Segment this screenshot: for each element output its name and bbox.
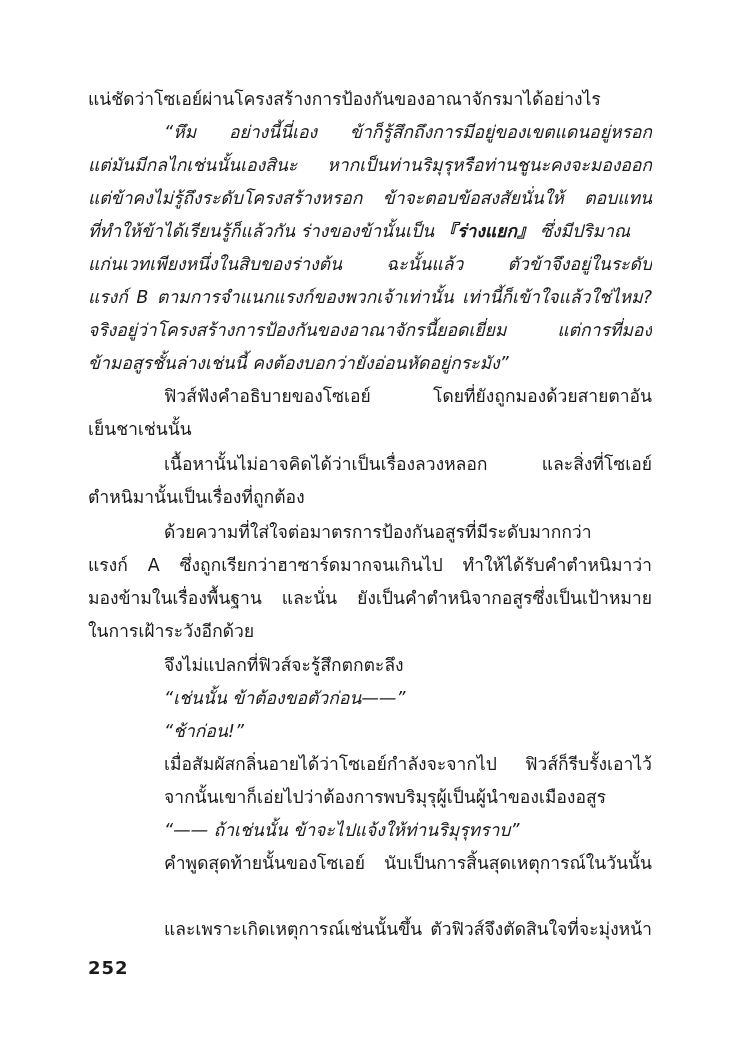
dialogue-text: ซึ่งมีปริมาณ — [534, 222, 631, 242]
text-line: เย็นชาเช่นนั้น — [88, 420, 192, 440]
text-line: และเพราะเกิดเหตุการณ์เช่นนั้นขึ้น ตัวฟิวส์จึงตัดสินใจที่จะมุ่งหน้า — [164, 920, 652, 940]
dialogue-line: แต่ข้าคงไม่รู้ถึงระดับโครงสร้างหรอก ข้าจะตอบข้อสงสัยนั่นให้ ตอบแทน — [88, 189, 652, 209]
dialogue-line — [88, 215, 652, 249]
text-line: แน่ชัดว่าโซเอย์ผ่านโครงสร้างการป้องกันของอาณาจักรมาได้อย่างไร — [88, 90, 601, 110]
dialogue-line: แก่นเวทเพียงหนึ่งในสิบของร่างต้น ฉะนั้นแล้ว ตัวข้าจึงอยู่ในระดับ — [88, 255, 652, 275]
dialogue-line: “ช้าก่อน!” — [164, 722, 244, 742]
text-line: จึงไม่แปลกที่ฟิวส์จะรู้สึกตกตะลึง — [164, 656, 404, 676]
dialogue-line: จริงอยู่ว่าโครงสร้างการป้องกันของอาณาจักรนี้ยอดเยี่ยม แต่การที่มอง — [88, 321, 652, 341]
dialogue-line: “เช่นนั้น ข้าต้องขอตัวก่อน——” — [164, 689, 406, 709]
dialogue-text: ที่ทำให้ข้าได้เรียนรู้ก็แล้วกัน ร่างของข้านั้นเป็น — [88, 222, 440, 242]
text-line: ฟิวส์ฟังคำอธิบายของโซเอย์ โดยที่ยังถูกมองด้วยสายตาอัน — [164, 387, 652, 407]
emphasis-term: 『ร่างแยก』 — [439, 222, 535, 242]
dialogue-line: แรงก์ B ตามการจำแนกแรงก์ของพวกเจ้าเท่านั้น เท่านี้ก็เข้าใจแล้วใช่ไหม? — [88, 288, 652, 308]
text-line: ในการเฝ้าระวังอีกด้วย — [88, 622, 255, 642]
text-line: จากนั้นเขาก็เอ่ยไปว่าต้องการพบริมุรุผู้เป็นผู้นำของเมืองอสูร — [164, 788, 607, 808]
text-line: เมื่อสัมผัสกลิ่นอายได้ว่าโซเอย์กำลังจะจากไป ฟิวส์ก็รีบรั้งเอาไว้ — [164, 755, 652, 775]
dialogue-line: แต่มันมีกลไกเช่นนั้นเองสินะ หากเป็นท่านริมุรุหรือท่านชูนะคงจะมองออก — [88, 156, 652, 176]
text-line: ตำหนิมานั้นเป็นเรื่องที่ถูกต้อง — [88, 488, 305, 508]
text-line: เนื้อหานั้นไม่อาจคิดได้ว่าเป็นเรื่องลวงหลอก และสิ่งที่โซเอย์ — [164, 455, 652, 475]
text-line: คำพูดสุดท้ายนั้นของโซเอย์ นับเป็นการสิ้นสุดเหตุการณ์ในวันนั้น — [164, 854, 652, 874]
text-line: มองข้ามในเรื่องพื้นฐาน และนั่น ยังเป็นคำตำหนิจากอสูรซึ่งเป็นเป้าหมาย — [88, 589, 652, 609]
text-line: ด้วยความที่ใส่ใจต่อมาตรการป้องกันอสูรที่มีระดับมากกว่า — [164, 523, 592, 543]
page-number: 252 — [88, 958, 129, 979]
dialogue-line: ข้ามอสูรชั้นล่างเช่นนี้ คงต้องบอกว่ายังอ่อนหัดอยู่กระมัง” — [88, 354, 509, 374]
text-line: แรงก์ A ซึ่งถูกเรียกว่าฮาซาร์ดมากจนเกินไป ทำให้ได้รับคำตำหนิมาว่า — [88, 556, 652, 576]
dialogue-line: “—— ถ้าเช่นนั้น ข้าจะไปแจ้งให้ท่านริมุรุทราบ” — [164, 821, 520, 841]
dialogue-line: “หึม อย่างนี้นี่เอง ข้าก็รู้สึกถึงการมีอยู่ของเขตแดนอยู่หรอก — [164, 123, 652, 143]
